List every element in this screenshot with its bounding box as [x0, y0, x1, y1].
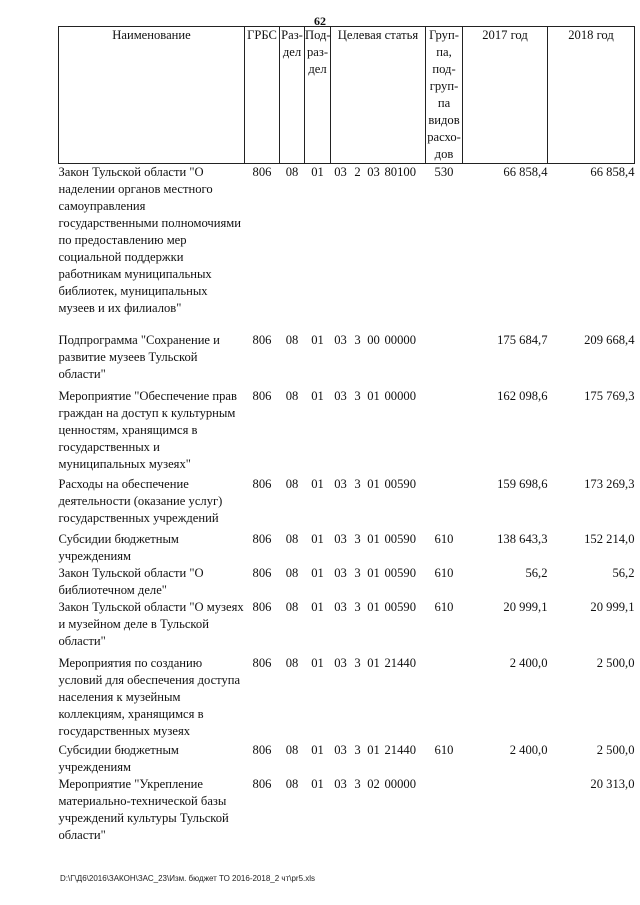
- row-group: 610: [434, 599, 454, 614]
- row-2017: 175 684,7: [497, 332, 548, 347]
- target-direction: 00590: [384, 565, 416, 580]
- target-subprogram: 3: [354, 332, 361, 347]
- header-name: Наименование: [59, 27, 245, 164]
- target-program: 03: [334, 776, 347, 791]
- table-row: [59, 655, 635, 742]
- row-name: Субсидии бюджетным учреждениям: [58, 742, 179, 774]
- target-subprogram: 3: [354, 599, 361, 614]
- row-grbs: 806: [252, 742, 272, 757]
- row-target-code: [331, 655, 426, 742]
- table-row: [59, 164, 635, 332]
- header-target: Целевая статья: [331, 27, 426, 164]
- row-razdel: 08: [285, 655, 299, 670]
- row-target-code: [331, 565, 426, 599]
- table-header: [59, 27, 635, 164]
- target-event: 01: [367, 565, 380, 580]
- row-grbs: 806: [252, 776, 272, 791]
- row-razdel: 08: [285, 565, 299, 580]
- row-razdel: 08: [285, 776, 299, 791]
- target-program: 03: [334, 531, 347, 546]
- row-name: Закон Тульской области "О наделении органов местного самоуправления государственными полномочиями по предоставлению мер социальной поддержки работникам муниципальных библиотек, муниципальных музеев и их филиалов": [58, 165, 242, 315]
- row-name: Мероприятия по созданию условий для обеспечения доступа населения к музейным коллекциям, хранящимся в государственных музеях: [58, 655, 241, 738]
- row-name: Мероприятие "Укрепление материально-технической базы учреждений культуры Тульской области": [58, 776, 229, 842]
- row-razdel: 08: [285, 742, 299, 757]
- row-2018: 20 313,0: [590, 776, 635, 791]
- target-direction: 00590: [384, 476, 416, 491]
- table-body: [59, 164, 635, 846]
- target-direction: 00000: [384, 776, 416, 791]
- target-program: 03: [334, 388, 347, 403]
- row-podrazdel: 01: [311, 165, 324, 179]
- table-row: [59, 742, 635, 776]
- row-group: 610: [434, 742, 454, 757]
- target-direction: 21440: [384, 655, 416, 670]
- row-group: 610: [434, 531, 454, 546]
- table-row: [59, 776, 635, 846]
- target-program: 03: [334, 565, 347, 580]
- row-2018: 152 214,0: [584, 531, 635, 546]
- target-direction: 00000: [384, 388, 416, 403]
- target-event: 01: [367, 531, 380, 546]
- row-target-code: [331, 776, 426, 846]
- table-row: [59, 388, 635, 476]
- row-target-code: [331, 332, 426, 388]
- row-razdel: 08: [285, 476, 299, 491]
- target-event: 01: [367, 388, 380, 403]
- row-razdel: 08: [285, 388, 299, 403]
- row-grbs: 806: [252, 599, 272, 614]
- row-name: Субсидии бюджетным учреждениям: [58, 531, 179, 563]
- row-razdel: 08: [285, 332, 299, 347]
- row-podrazdel: 01: [311, 655, 324, 670]
- target-direction: 00590: [384, 599, 416, 614]
- row-2017: 56,2: [525, 565, 548, 580]
- row-2017: 138 643,3: [497, 531, 548, 546]
- row-razdel: 08: [285, 165, 299, 179]
- row-grbs: 806: [252, 531, 272, 546]
- row-group: [426, 388, 463, 476]
- row-grbs: 806: [252, 476, 272, 491]
- row-grbs: 806: [252, 655, 272, 670]
- target-subprogram: 3: [354, 565, 361, 580]
- row-2017: 2 400,0: [509, 742, 548, 757]
- row-target-code: [331, 164, 426, 332]
- row-group: 530: [434, 165, 454, 179]
- row-podrazdel: 01: [311, 531, 324, 546]
- row-2017: 159 698,6: [497, 476, 548, 491]
- row-2018: 173 269,3: [584, 476, 635, 491]
- target-event: 00: [367, 332, 380, 347]
- row-target-code: [331, 476, 426, 531]
- target-program: 03: [334, 742, 347, 757]
- row-grbs: 806: [252, 332, 272, 347]
- row-podrazdel: 01: [311, 388, 324, 403]
- row-target-code: [331, 742, 426, 776]
- header-razdel: Раз- дел: [280, 27, 305, 164]
- target-subprogram: 3: [354, 476, 361, 491]
- row-podrazdel: 01: [311, 742, 324, 757]
- header-group: Груп- па, под- груп- па видов расхо- дов: [426, 27, 463, 164]
- row-name: Подпрограмма "Сохранение и развитие музеев Тульской области": [58, 332, 220, 381]
- header-grbs: ГРБС: [245, 27, 280, 164]
- target-subprogram: 3: [354, 388, 361, 403]
- target-event: 01: [367, 476, 380, 491]
- row-target-code: [331, 599, 426, 655]
- file-path-footer: D:\Г\Д6\2016\ЗАКОН\ЗАС_23\Изм. бюджет ТО 2016-2018_2 чт\pr5.xls: [60, 874, 316, 883]
- table-row: [59, 476, 635, 531]
- row-razdel: 08: [285, 531, 299, 546]
- target-event: 01: [367, 742, 380, 757]
- row-group: [426, 776, 463, 846]
- target-event: 01: [367, 655, 380, 670]
- header-podrazdel: Под- раз- дел: [305, 27, 331, 164]
- row-razdel: 08: [285, 599, 299, 614]
- row-2017: 20 999,1: [503, 599, 548, 614]
- page-number: 62: [314, 14, 326, 28]
- target-subprogram: 3: [354, 531, 361, 546]
- table-row: [59, 531, 635, 565]
- row-grbs: 806: [252, 565, 272, 580]
- target-program: 03: [334, 165, 347, 179]
- row-2018: 56,2: [612, 565, 635, 580]
- row-target-code: [331, 531, 426, 565]
- row-name: Закон Тульской области "О библиотечном деле": [58, 565, 204, 597]
- table-row: [59, 565, 635, 599]
- row-group: [426, 655, 463, 742]
- row-podrazdel: 01: [311, 599, 324, 614]
- row-podrazdel: 01: [311, 776, 324, 791]
- target-program: 03: [334, 599, 347, 614]
- target-subprogram: 3: [354, 742, 361, 757]
- row-podrazdel: 01: [311, 332, 324, 347]
- row-name: Расходы на обеспечение деятельности (оказание услуг) государственных учреждений: [58, 476, 223, 525]
- target-subprogram: 2: [354, 165, 361, 179]
- row-podrazdel: 01: [311, 476, 324, 491]
- target-subprogram: 3: [354, 655, 361, 670]
- row-grbs: 806: [252, 165, 272, 179]
- row-2018: 2 500,0: [596, 742, 635, 757]
- target-direction: 80100: [384, 165, 416, 179]
- target-direction: 21440: [384, 742, 416, 757]
- row-2017: 162 098,6: [497, 388, 548, 403]
- budget-table: [58, 26, 635, 846]
- row-2017: [463, 776, 548, 846]
- row-target-code: [331, 388, 426, 476]
- row-2017: 66 858,4: [503, 165, 548, 179]
- header-2018: 2018 год: [548, 27, 635, 164]
- row-name: Мероприятие "Обеспечение прав граждан на доступ к культурным ценностям, хранящимся в государственных и муниципальных музеях": [58, 388, 237, 471]
- header-2017: 2017 год: [463, 27, 548, 164]
- target-program: 03: [334, 332, 347, 347]
- target-direction: 00590: [384, 531, 416, 546]
- target-event: 01: [367, 599, 380, 614]
- target-event: 02: [367, 776, 380, 791]
- row-grbs: 806: [252, 388, 272, 403]
- row-group: [426, 476, 463, 531]
- table-row: [59, 332, 635, 388]
- target-subprogram: 3: [354, 776, 361, 791]
- row-2018: 175 769,3: [584, 388, 635, 403]
- row-2018: 66 858,4: [590, 165, 635, 179]
- row-2018: 2 500,0: [596, 655, 635, 670]
- row-2018: 209 668,4: [584, 332, 635, 347]
- row-podrazdel: 01: [311, 565, 324, 580]
- row-name: Закон Тульской области "О музеях и музейном деле в Тульской области": [58, 599, 244, 648]
- target-program: 03: [334, 476, 347, 491]
- row-group: 610: [434, 565, 454, 580]
- target-event: 03: [367, 165, 380, 179]
- row-2017: 2 400,0: [509, 655, 548, 670]
- row-group: [426, 332, 463, 388]
- row-2018: 20 999,1: [590, 599, 635, 614]
- target-direction: 00000: [384, 332, 416, 347]
- target-program: 03: [334, 655, 347, 670]
- table-row: [59, 599, 635, 655]
